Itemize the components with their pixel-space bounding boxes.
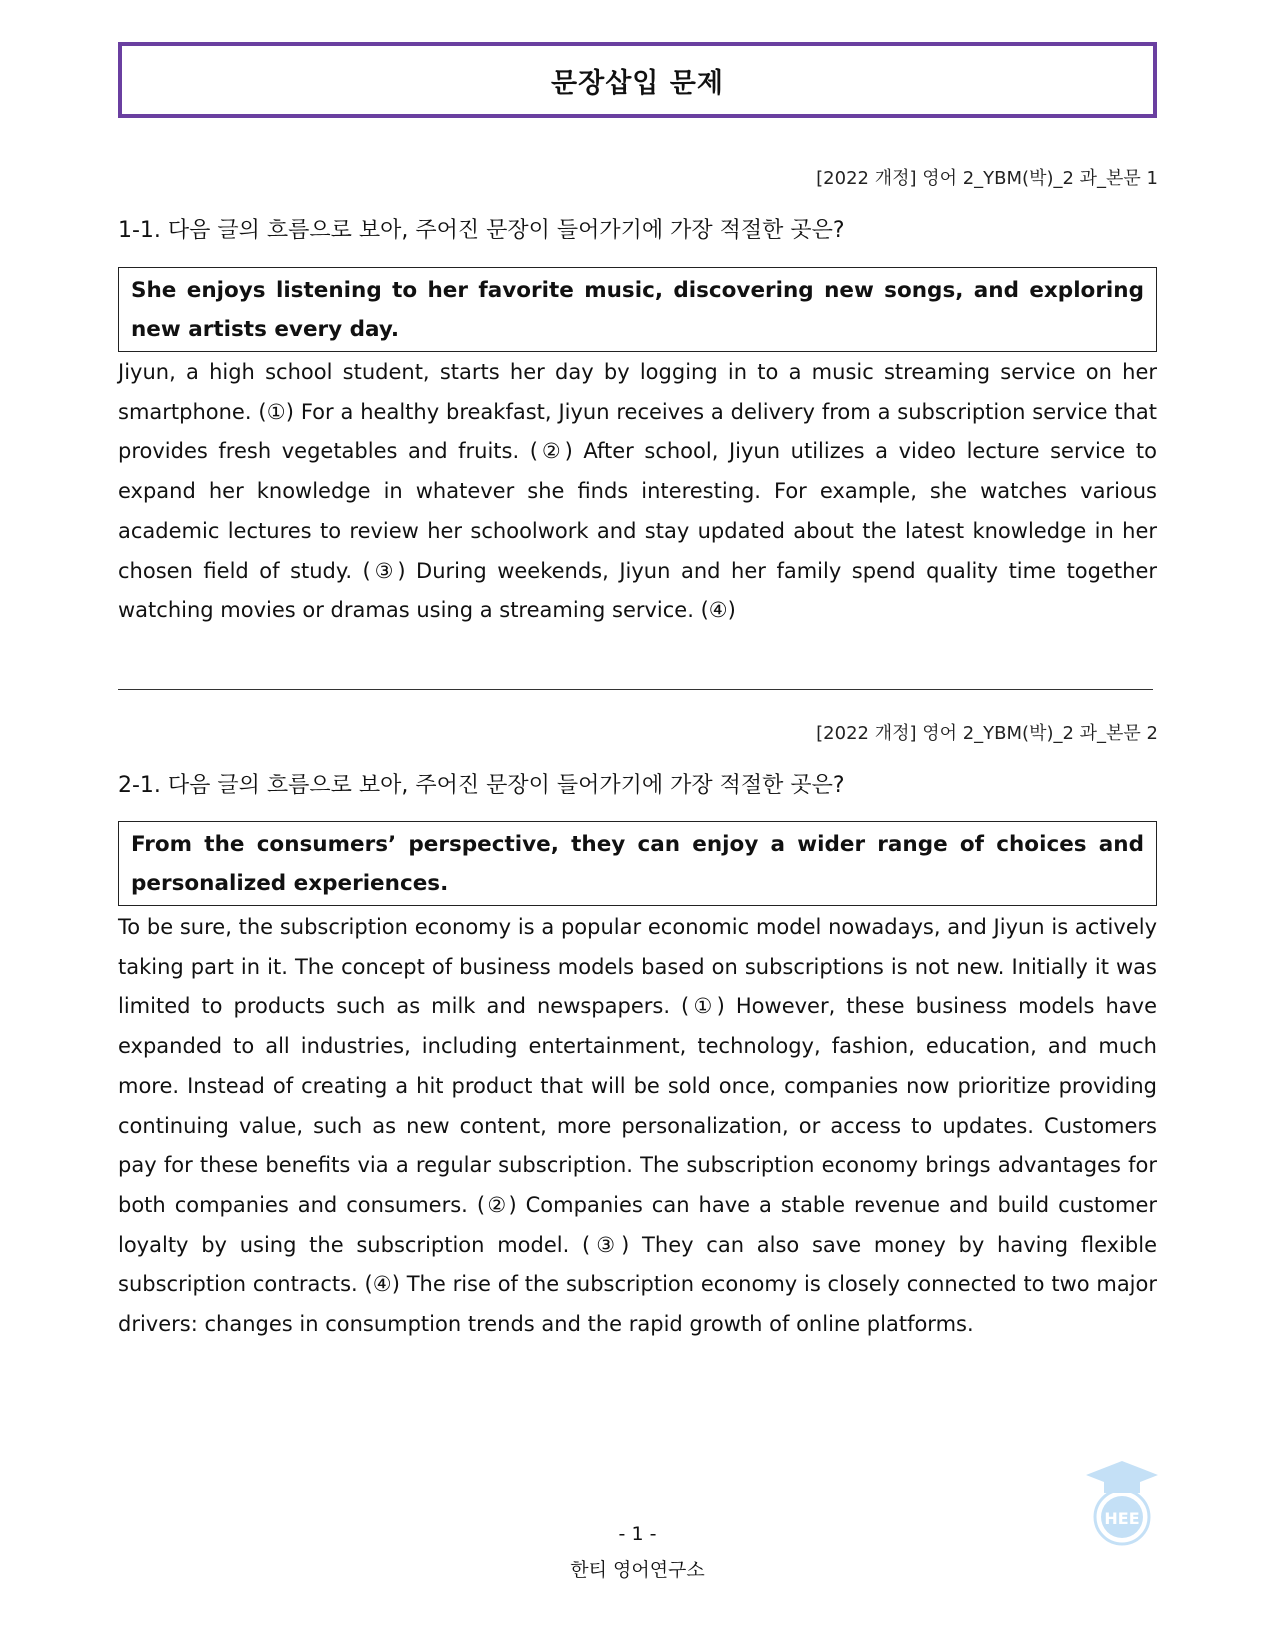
problem-2-given-sentence: From the consumers’ perspective, they can enjoy a wider range of choices and personalized experiences.	[118, 821, 1157, 906]
problem-2-question: 2-1. 다음 글의 흐름으로 보아, 주어진 문장이 들어가기에 가장 적절한 곳은?	[118, 773, 845, 798]
problem-2-passage: To be sure, the subscription economy is a popular economic model nowadays, and Jiyun is actively taking part in it. The concept of business models based on subscriptions is not new. Initially it was limited to products such as milk and newspapers. (①) However, these business models have expanded to all industries, including entertainment, technology, fashion, education, and much more. Instead of creating a hit product that will be sold once, companies now prioritize providing continuing value, such as new content, more personalization, or access to updates. Customers pay for these benefits via a regular subscription. The subscription economy brings advantages for both companies and consumers. (②) Companies can have a stable revenue and build customer loyalty by using the subscription model. (③) They can also save money by having flexible subscription contracts. (④) The rise of the subscription economy is closely connected to two major drivers: changes in consumption trends and the rapid growth of online platforms.	[118, 915, 1157, 1337]
problem-1-question: 1-1. 다음 글의 흐름으로 보아, 주어진 문장이 들어가기에 가장 적절한 곳은?	[118, 218, 845, 243]
logo-text: HEE	[1104, 1509, 1140, 1528]
problem-2-source: [2022 개정] 영어 2_YBM(박)_2 과_본문 2	[816, 723, 1158, 744]
problem-1-given-sentence: She enjoys listening to her favorite music, discovering new songs, and exploring new artists every day.	[118, 267, 1157, 352]
title-box	[118, 42, 1157, 118]
hee-logo	[1082, 1457, 1162, 1547]
problem-1-source: [2022 개정] 영어 2_YBM(박)_2 과_본문 1	[816, 168, 1158, 189]
graduation-cap-icon	[1086, 1461, 1158, 1493]
section-divider	[118, 689, 1153, 690]
page-title: 문장삽입 문제	[551, 67, 724, 99]
organization-name: 한티 영어연구소	[570, 1559, 705, 1581]
problem-1-passage: Jiyun, a high school student, starts her day by logging in to a music streaming service on her smartphone. (①) For a healthy breakfast, Jiyun receives a delivery from a subscription service that provides fresh vegetables and fruits. (②) After school, Jiyun utilizes a video lecture service to expand her knowledge in whatever she finds interesting. For example, she watches various academic lectures to review her schoolwork and stay updated about the latest knowledge in her chosen field of study. (③) During weekends, Jiyun and her family spend quality time together watching movies or dramas using a streaming service. (④)	[118, 360, 1157, 623]
page-number: - 1 -	[618, 1523, 657, 1545]
